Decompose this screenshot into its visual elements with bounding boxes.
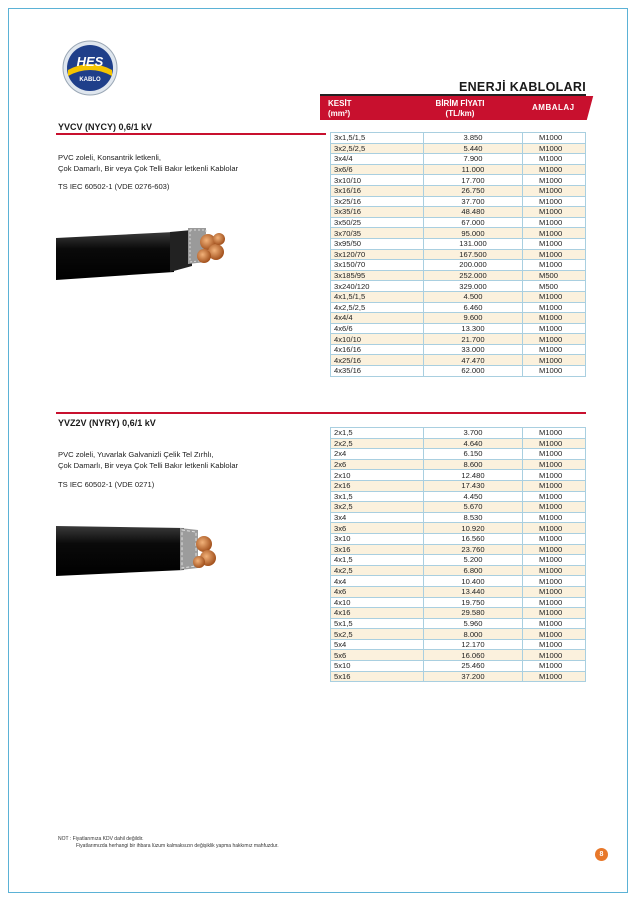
cell-kesit: 4x25/16 — [331, 355, 424, 366]
cell-kesit: 2x6 — [331, 459, 424, 470]
cell-kesit: 5x16 — [331, 671, 424, 682]
cell-ambalaj: M1000 — [523, 133, 586, 144]
table-row — [331, 366, 586, 377]
table-row — [331, 459, 586, 470]
table-row — [331, 334, 586, 345]
table-row — [331, 228, 586, 239]
cell-kesit: 3x6 — [331, 523, 424, 534]
table-row — [331, 133, 586, 144]
cell-price: 33.000 — [424, 344, 523, 355]
table-row — [331, 449, 586, 460]
cell-ambalaj: M500 — [523, 281, 586, 292]
table-row — [331, 355, 586, 366]
table-row — [331, 323, 586, 334]
cell-price: 6.460 — [424, 302, 523, 313]
table-row — [331, 217, 586, 228]
cell-price: 48.480 — [424, 207, 523, 218]
cell-ambalaj: M1000 — [523, 164, 586, 175]
cell-kesit: 3x120/70 — [331, 249, 424, 260]
cell-price: 13.440 — [424, 586, 523, 597]
cell-kesit: 3x16 — [331, 544, 424, 555]
cell-kesit: 3x10 — [331, 533, 424, 544]
cell-kesit: 3x95/50 — [331, 238, 424, 249]
cell-price: 131.000 — [424, 238, 523, 249]
cell-ambalaj: M1000 — [523, 586, 586, 597]
table-row — [331, 618, 586, 629]
cell-kesit: 4x6/6 — [331, 323, 424, 334]
table-row — [331, 281, 586, 292]
section-divider — [56, 412, 586, 414]
section-rule — [56, 133, 326, 135]
table-row — [331, 154, 586, 165]
cell-ambalaj: M1000 — [523, 449, 586, 460]
cell-kesit: 2x10 — [331, 470, 424, 481]
cell-ambalaj: M1000 — [523, 313, 586, 324]
cell-price: 8.000 — [424, 629, 523, 640]
table-row — [331, 207, 586, 218]
cell-ambalaj: M1000 — [523, 217, 586, 228]
cell-kesit: 4x10/10 — [331, 334, 424, 345]
cell-price: 10.920 — [424, 523, 523, 534]
table-row — [331, 291, 586, 302]
cell-ambalaj: M1000 — [523, 470, 586, 481]
cell-kesit: 3x35/16 — [331, 207, 424, 218]
cell-kesit: 5x10 — [331, 661, 424, 672]
cell-ambalaj: M1000 — [523, 491, 586, 502]
cell-price: 6.800 — [424, 565, 523, 576]
cell-kesit: 4x16/16 — [331, 344, 424, 355]
cell-kesit: 2x4 — [331, 449, 424, 460]
table-row — [331, 597, 586, 608]
header-kesit: KESİT (mm²) — [328, 99, 352, 118]
table-row — [331, 512, 586, 523]
table-row — [331, 470, 586, 481]
cell-price: 47.470 — [424, 355, 523, 366]
table-row — [331, 143, 586, 154]
table-row — [331, 533, 586, 544]
page-title: ENERJİ KABLOLARI — [458, 80, 586, 94]
cell-price: 12.480 — [424, 470, 523, 481]
cell-ambalaj: M1000 — [523, 661, 586, 672]
cell-kesit: 3x10/10 — [331, 175, 424, 186]
cell-price: 67.000 — [424, 217, 523, 228]
cell-ambalaj: M1000 — [523, 355, 586, 366]
cell-ambalaj: M1000 — [523, 366, 586, 377]
cell-ambalaj: M1000 — [523, 544, 586, 555]
cell-price: 25.460 — [424, 661, 523, 672]
cell-kesit: 3x2,5 — [331, 502, 424, 513]
cell-kesit: 3x4 — [331, 512, 424, 523]
table-row — [331, 238, 586, 249]
cell-kesit: 4x35/16 — [331, 366, 424, 377]
cell-kesit: 4x16 — [331, 608, 424, 619]
cell-ambalaj: M1000 — [523, 334, 586, 345]
cell-kesit: 3x70/35 — [331, 228, 424, 239]
section-description: PVC zoleli, Yuvarlak Galvanizli Çelik Tel Zırhlı, Çok Damarlı, Bir veya Çok Telli Bakır letkenli Kablolar — [58, 450, 239, 470]
cell-ambalaj: M1000 — [523, 344, 586, 355]
cell-kesit: 3x25/16 — [331, 196, 424, 207]
table-row — [331, 270, 586, 281]
cell-price: 200.000 — [424, 260, 523, 271]
table-row — [331, 491, 586, 502]
cell-price: 16.060 — [424, 650, 523, 661]
table-row — [331, 196, 586, 207]
cell-kesit: 3x4/4 — [331, 154, 424, 165]
cell-ambalaj: M1000 — [523, 438, 586, 449]
svg-text:KABLO: KABLO — [79, 77, 101, 83]
cell-kesit: 4x2,5/2,5 — [331, 302, 424, 313]
table-row — [331, 502, 586, 513]
price-table-yvcv — [330, 132, 586, 377]
section-title-yvz2v: YVZ2V (NYRY) 0,6/1 kV — [58, 418, 156, 428]
cell-kesit: 3x16/16 — [331, 185, 424, 196]
cell-kesit: 3x150/70 — [331, 260, 424, 271]
cell-price: 5.960 — [424, 618, 523, 629]
cell-price: 10.400 — [424, 576, 523, 587]
table-row — [331, 480, 586, 491]
table-row — [331, 544, 586, 555]
cell-kesit: 5x4 — [331, 639, 424, 650]
cell-price: 252.000 — [424, 270, 523, 281]
cell-ambalaj: M1000 — [523, 260, 586, 271]
section-standard: TS IEC 60502-1 (VDE 0276-603) — [58, 182, 170, 191]
table-row — [331, 661, 586, 672]
table-row — [331, 164, 586, 175]
cell-price: 3.850 — [424, 133, 523, 144]
table-row — [331, 671, 586, 682]
header-price: BİRİM FİYATI (TL/km) — [435, 99, 485, 118]
yvz2v-cable-image — [56, 512, 226, 592]
cell-price: 37.200 — [424, 671, 523, 682]
cell-ambalaj: M1000 — [523, 302, 586, 313]
cell-price: 29.580 — [424, 608, 523, 619]
cell-kesit: 3x240/120 — [331, 281, 424, 292]
cell-price: 26.750 — [424, 185, 523, 196]
cell-price: 3.700 — [424, 428, 523, 439]
cell-ambalaj: M1000 — [523, 249, 586, 260]
section-description: PVC zoleli, Konsantrik letkenli, Çok Damarlı, Bir veya Çok Telli Bakır letkenli Kablolar — [58, 153, 239, 173]
cell-ambalaj: M1000 — [523, 207, 586, 218]
cell-price: 9.600 — [424, 313, 523, 324]
cell-kesit: 4x2,5 — [331, 565, 424, 576]
cell-price: 17.700 — [424, 175, 523, 186]
cell-kesit: 4x6 — [331, 586, 424, 597]
cell-price: 21.700 — [424, 334, 523, 345]
cell-ambalaj: M1000 — [523, 671, 586, 682]
cell-price: 8.600 — [424, 459, 523, 470]
cell-ambalaj: M500 — [523, 270, 586, 281]
cell-price: 13.300 — [424, 323, 523, 334]
footer-note: NOT : Fiyatlarımıza KDV dahil değildir. Fiyatlarımızda herhangi bir ihbara lüzum kalmaksızın değişiklik yapma hakkımız mahfuzdur. — [58, 836, 279, 849]
cell-price: 329.000 — [424, 281, 523, 292]
cell-ambalaj: M1000 — [523, 480, 586, 491]
cell-ambalaj: M1000 — [523, 238, 586, 249]
table-row — [331, 523, 586, 534]
table-row — [331, 555, 586, 566]
cell-kesit: 2x2,5 — [331, 438, 424, 449]
cell-ambalaj: M1000 — [523, 650, 586, 661]
cell-price: 7.900 — [424, 154, 523, 165]
cell-price: 4.500 — [424, 291, 523, 302]
table-row — [331, 249, 586, 260]
cell-kesit: 5x1,5 — [331, 618, 424, 629]
cell-price: 62.000 — [424, 366, 523, 377]
cell-ambalaj: M1000 — [523, 196, 586, 207]
cell-price: 8.530 — [424, 512, 523, 523]
table-row — [331, 576, 586, 587]
table-row — [331, 185, 586, 196]
cell-price: 16.560 — [424, 533, 523, 544]
cell-kesit: 2x16 — [331, 480, 424, 491]
section-title-yvcv: YVCV (NYCY) 0,6/1 kV — [58, 122, 153, 132]
cell-ambalaj: M1000 — [523, 597, 586, 608]
cell-ambalaj: M1000 — [523, 228, 586, 239]
cell-kesit: 2x1,5 — [331, 428, 424, 439]
cell-price: 167.500 — [424, 249, 523, 260]
cell-kesit: 5x6 — [331, 650, 424, 661]
cell-ambalaj: M1000 — [523, 512, 586, 523]
section-standard: TS IEC 60502-1 (VDE 0271) — [58, 480, 155, 489]
cell-price: 6.150 — [424, 449, 523, 460]
table-row — [331, 586, 586, 597]
cell-price: 23.760 — [424, 544, 523, 555]
cell-ambalaj: M1000 — [523, 639, 586, 650]
svg-text:HES: HES — [76, 54, 104, 69]
cell-ambalaj: M1000 — [523, 143, 586, 154]
cell-kesit: 4x1,5/1,5 — [331, 291, 424, 302]
table-row — [331, 650, 586, 661]
table-row — [331, 260, 586, 271]
cell-ambalaj: M1000 — [523, 185, 586, 196]
cell-ambalaj: M1000 — [523, 629, 586, 640]
cell-ambalaj: M1000 — [523, 428, 586, 439]
cell-price: 17.430 — [424, 480, 523, 491]
hes-kablo-logo — [62, 40, 118, 96]
price-table-yvz2v — [330, 427, 586, 682]
cell-ambalaj: M1000 — [523, 502, 586, 513]
cell-kesit: 3x6/6 — [331, 164, 424, 175]
cell-price: 5.200 — [424, 555, 523, 566]
cell-ambalaj: M1000 — [523, 323, 586, 334]
table-row — [331, 565, 586, 576]
cell-kesit: 4x4/4 — [331, 313, 424, 324]
cell-kesit: 3x50/25 — [331, 217, 424, 228]
table-row — [331, 438, 586, 449]
cell-price: 4.450 — [424, 491, 523, 502]
cell-price: 19.750 — [424, 597, 523, 608]
table-row — [331, 175, 586, 186]
cell-ambalaj: M1000 — [523, 459, 586, 470]
table-row — [331, 344, 586, 355]
cell-kesit: 4x10 — [331, 597, 424, 608]
cell-price: 37.700 — [424, 196, 523, 207]
cell-price: 4.640 — [424, 438, 523, 449]
table-row — [331, 428, 586, 439]
page-number-badge: 8 — [595, 848, 608, 861]
cell-kesit: 3x185/95 — [331, 270, 424, 281]
cell-kesit: 3x1,5/1,5 — [331, 133, 424, 144]
cell-kesit: 3x1,5 — [331, 491, 424, 502]
cell-price: 12.170 — [424, 639, 523, 650]
cell-price: 5.440 — [424, 143, 523, 154]
cell-ambalaj: M1000 — [523, 576, 586, 587]
cell-ambalaj: M1000 — [523, 291, 586, 302]
table-row — [331, 639, 586, 650]
yvcv-cable-image — [56, 208, 236, 288]
cell-kesit: 3x2,5/2,5 — [331, 143, 424, 154]
cell-ambalaj: M1000 — [523, 533, 586, 544]
cell-kesit: 4x4 — [331, 576, 424, 587]
cell-price: 5.670 — [424, 502, 523, 513]
cell-ambalaj: M1000 — [523, 523, 586, 534]
cell-ambalaj: M1000 — [523, 555, 586, 566]
table-header-bar — [320, 96, 586, 120]
cell-ambalaj: M1000 — [523, 175, 586, 186]
cell-price: 11.000 — [424, 164, 523, 175]
cell-ambalaj: M1000 — [523, 618, 586, 629]
table-row — [331, 313, 586, 324]
table-row — [331, 608, 586, 619]
table-row — [331, 629, 586, 640]
cell-kesit: 4x1,5 — [331, 555, 424, 566]
cell-ambalaj: M1000 — [523, 154, 586, 165]
cell-kesit: 5x2,5 — [331, 629, 424, 640]
table-row — [331, 302, 586, 313]
cell-price: 95.000 — [424, 228, 523, 239]
cell-ambalaj: M1000 — [523, 608, 586, 619]
header-ambalaj: AMBALAJ — [532, 103, 575, 112]
cell-ambalaj: M1000 — [523, 565, 586, 576]
